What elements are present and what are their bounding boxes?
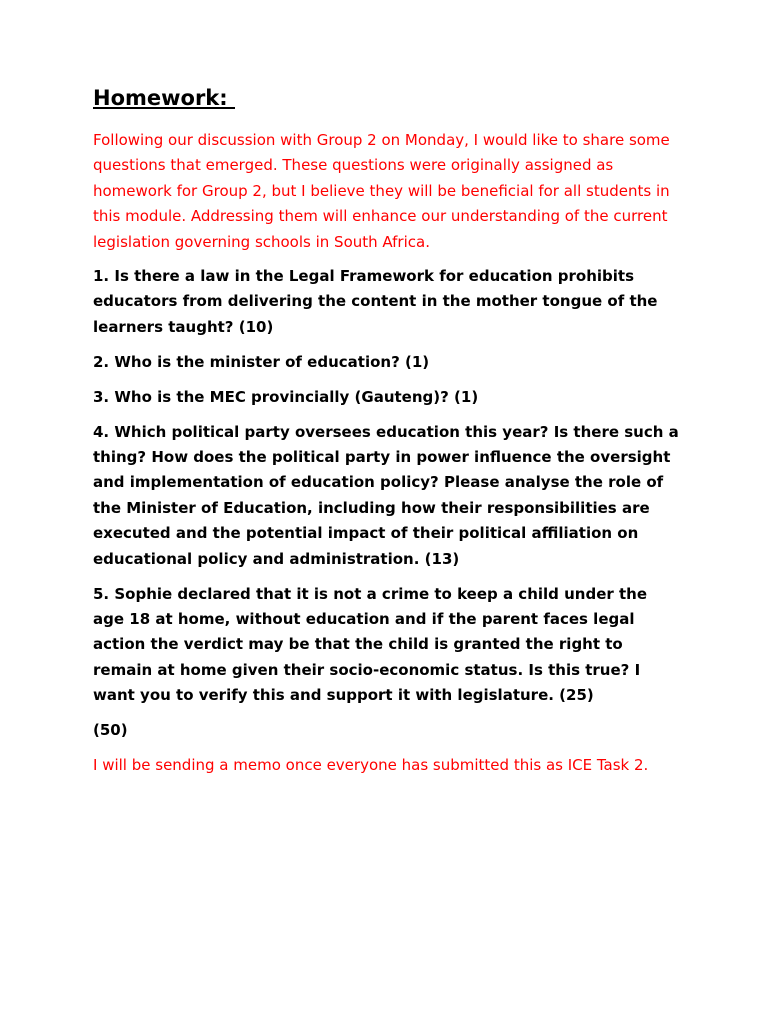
- question-5: 5. Sophie declared that it is not a crime to keep a child under the age 18 at home, without education and if the parent faces legal action the verdict may be that the child is granted the right to remain at home given their socio-economic status. Is this true? I want you to verify this and support it with legislature. (25): [93, 584, 648, 705]
- question-2: 2. Who is the minister of education? (1): [93, 352, 430, 371]
- question-4: 4. Which political party oversees education this year? Is there such a thing? How does the political party in power influence the oversight and implementation of education policy? Please analyse the role of the Minister of Education, including how their responsibilities are executed and the potential impact of their political affiliation on educational policy and administration. (13): [93, 422, 679, 568]
- question-3: 3. Who is the MEC provincially (Gauteng)? (1): [93, 387, 479, 406]
- homework-title: Homework:: [93, 86, 235, 110]
- document-page: [93, 86, 683, 778]
- closing-note: I will be sending a memo once everyone has submitted this as ICE Task 2.: [93, 755, 649, 774]
- total-marks: (50): [93, 721, 128, 740]
- question-1: 1. Is there a law in the Legal Framework for education prohibits educators from delivering the content in the mother tongue of the learners taught? (10): [93, 267, 658, 336]
- intro-paragraph: Following our discussion with Group 2 on Monday, I would like to share some questions that emerged. These questions were originally assigned as homework for Group 2, but I believe they will be beneficial for all students in this module. Addressing them will enhance our understanding of the current legislation governing schools in South Africa.: [93, 131, 670, 251]
